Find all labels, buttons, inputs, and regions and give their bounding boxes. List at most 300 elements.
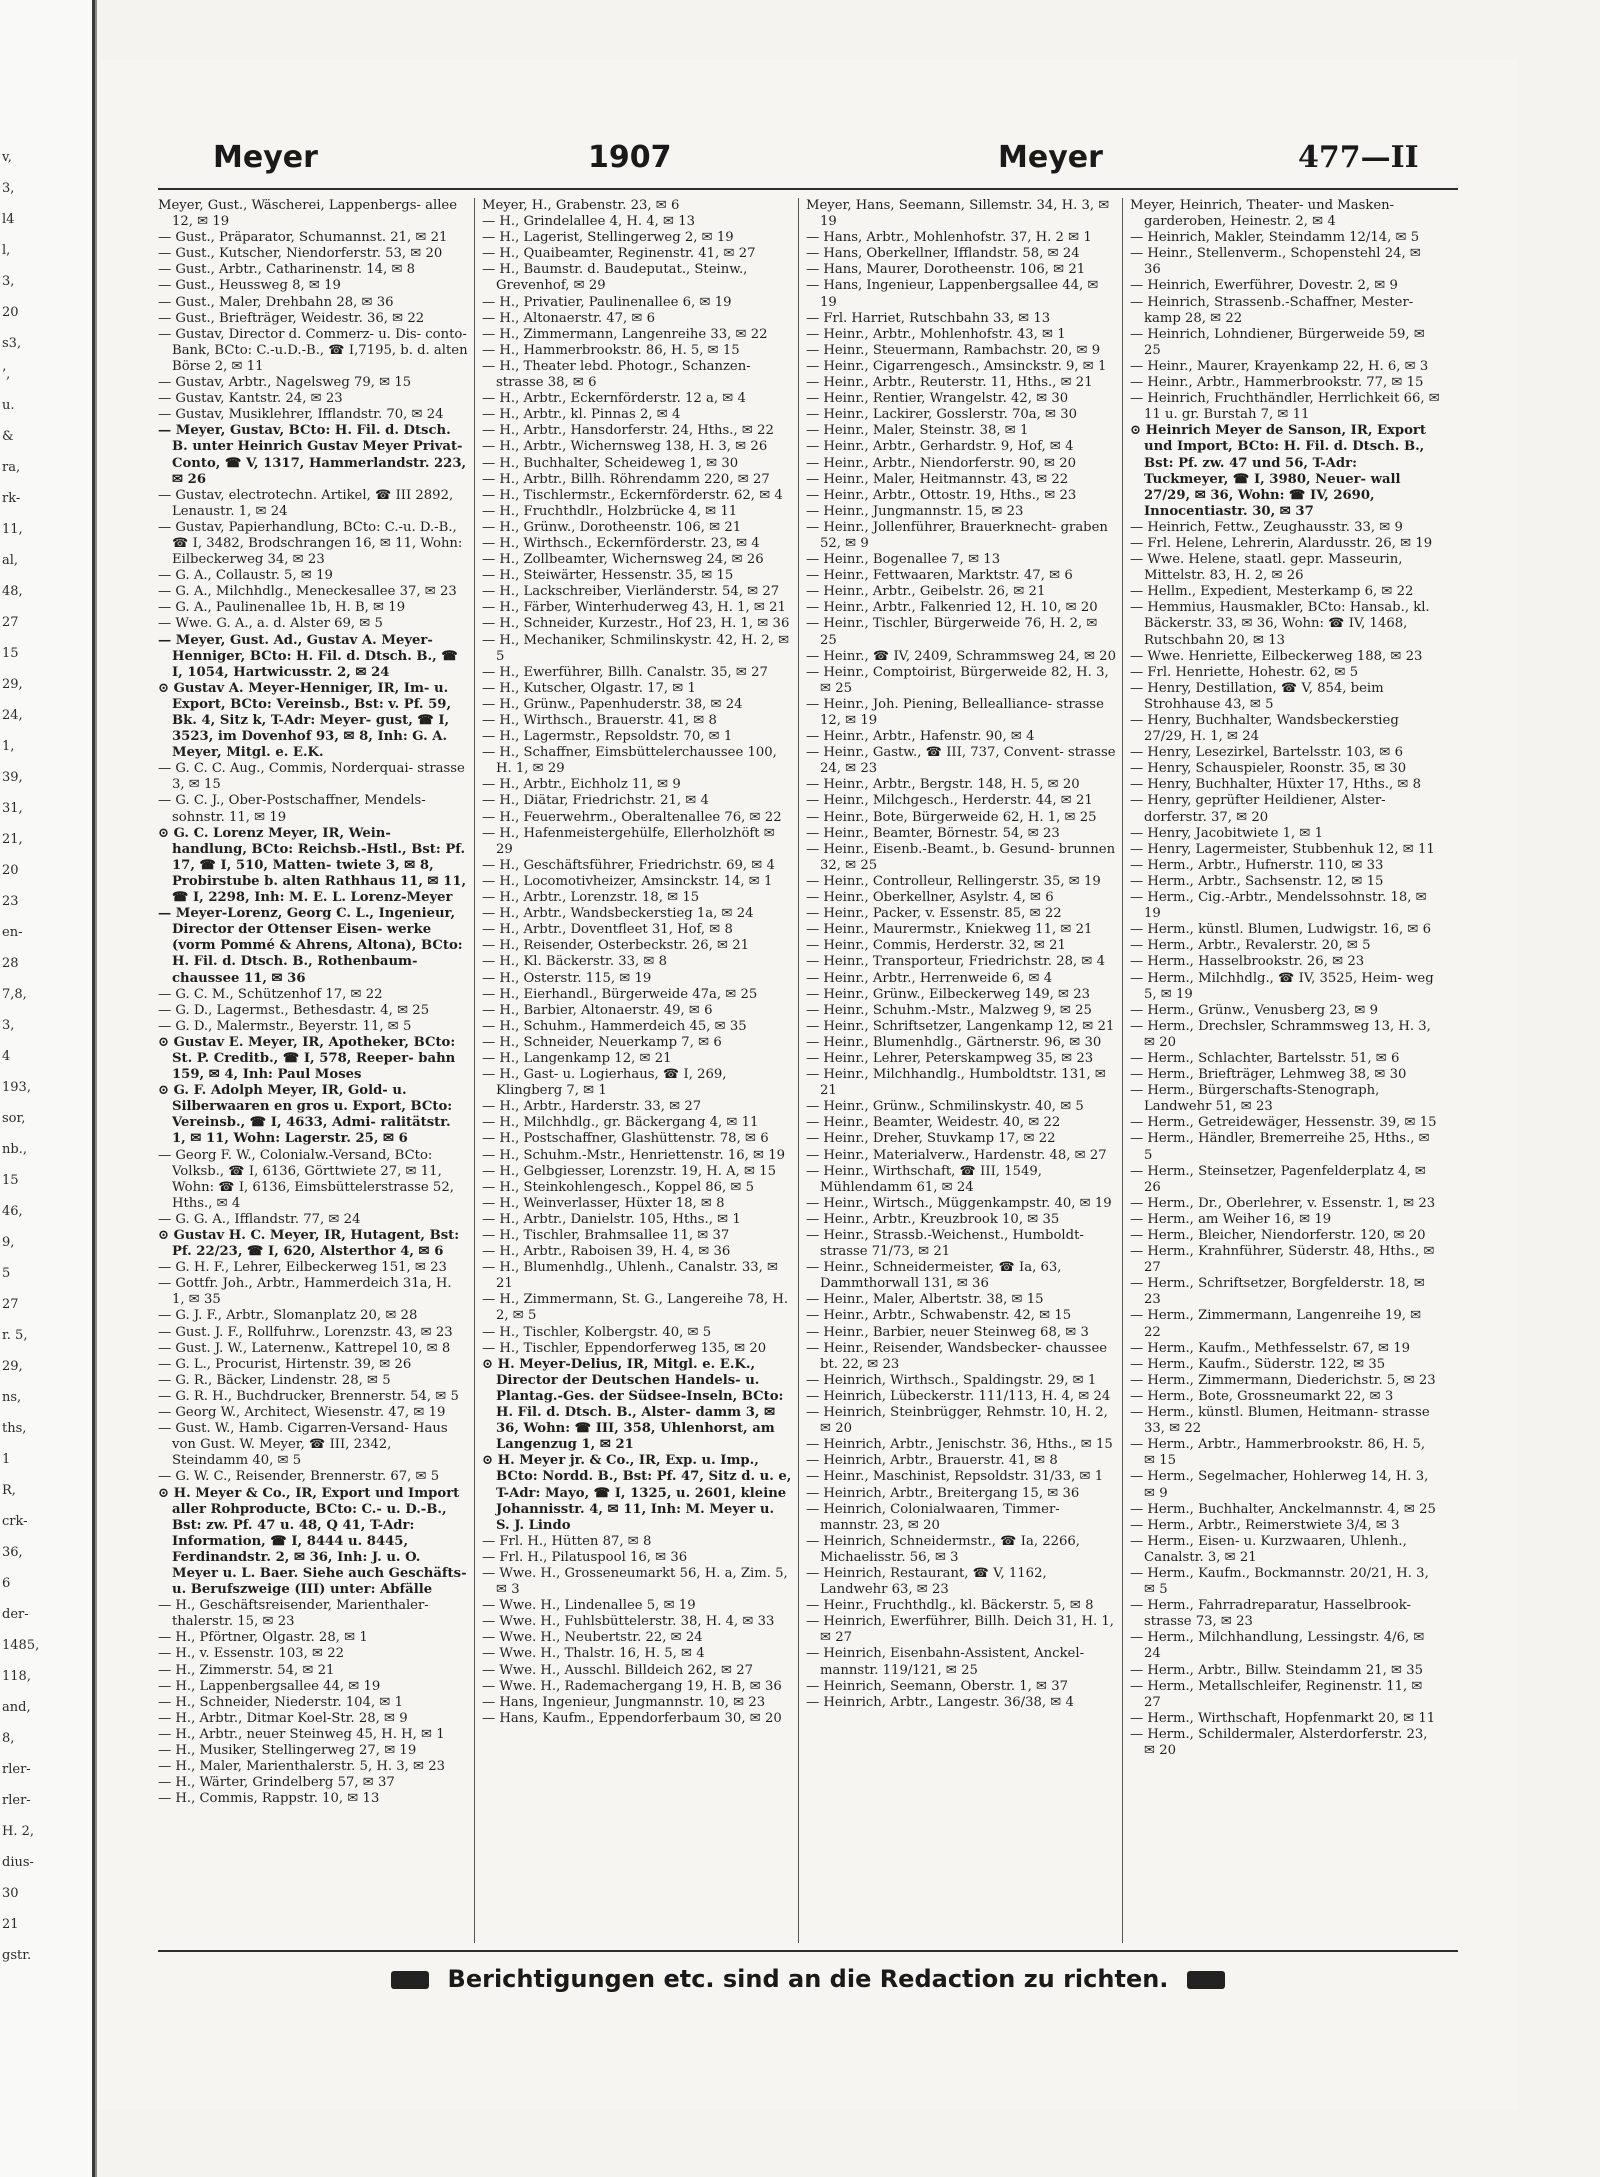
directory-entry: — Heinrich, Steinbrügger, Rehmstr. 10, H. 2, ✉ 20 — [806, 1405, 1108, 1437]
directory-entry: — Heinrich, Arbtr., Langestr. 36/38, ✉ 4 — [806, 1694, 1074, 1710]
directory-entry: — Heinrich, Eisenbahn-Assistent, Anckel- mannstr. 119/121, ✉ 25 — [806, 1646, 1085, 1678]
directory-entry: — Heinrich, Colonialwaaren, Timmer- mannstr. 23, ✉ 20 — [806, 1501, 1060, 1533]
directory-entry: — Gustav, Musiklehrer, Ifflandstr. 70, ✉ 24 — [158, 407, 444, 423]
directory-entry: — Gust., Heussweg 8, ✉ 19 — [158, 278, 341, 294]
directory-entry: — Henry, Destillation, ☎ V, 854, beim Strohhause 43, ✉ 5 — [1130, 680, 1384, 712]
directory-entry: — Heinrich, Fettw., Zeughausstr. 33, ✉ 9 — [1130, 519, 1403, 535]
directory-entry: — Hans, Ingenieur, Jungmannstr. 10, ✉ 23 — [482, 1694, 766, 1710]
directory-entry: — H., Quaibeamter, Reginenstr. 41, ✉ 27 — [482, 246, 756, 262]
facing-page-fragment: 8, — [2, 1731, 15, 1746]
directory-entry: — Heinr., Steuermann, Rambachstr. 20, ✉ 9 — [806, 342, 1101, 358]
directory-entry: — Heinr., Oberkellner, Asylstr. 4, ✉ 6 — [806, 890, 1054, 906]
directory-entry: — Gustav, Papierhandlung, BCto: C.-u. D.-B., ☎ I, 3482, Brodschrangen 16, ✉ 11, Wohn: Eilbeckerweg 34, ✉ 23 — [158, 519, 463, 568]
directory-entry: — Heinr., Arbtr., Schwabenstr. 42, ✉ 15 — [806, 1308, 1072, 1324]
directory-entry: — H., Fruchthdlr., Holzbrücke 4, ✉ 11 — [482, 503, 738, 519]
directory-entry: — Herm., Drechsler, Schrammsweg 13, H. 3, ✉ 20 — [1130, 1018, 1431, 1050]
directory-entry: — Gust. J. W., Laternenw., Kattrepel 10, ✉ 8 — [158, 1340, 451, 1356]
directory-entry: — Hans, Kaufm., Eppendorferbaum 30, ✉ 20 — [482, 1710, 782, 1726]
directory-entry: — Meyer, Gustav, BCto: H. Fil. d. Dtsch. B. unter Heinrich Gustav Meyer Privat-Conto, ☎ V, 1317, Hammerlandstr. 223, ✉ 26 — [158, 423, 467, 487]
directory-entry: — H., Schneider, Niederstr. 104, ✉ 1 — [158, 1694, 403, 1710]
directory-entry: — H., Lackschreiber, Vierländerstr. 54, ✉ 27 — [482, 584, 780, 600]
directory-entry: — Herm., Wirthschaft, Hopfenmarkt 20, ✉ 11 — [1130, 1710, 1436, 1726]
directory-entry: — Herm., Cig.-Arbtr., Mendelssohnstr. 18, ✉ 19 — [1130, 890, 1427, 922]
directory-entry: — Georg W., Architect, Wiesenstr. 47, ✉ 19 — [158, 1405, 446, 1421]
directory-entry: — H., Schaffner, Eimsbüttelerchaussee 100, H. 1, ✉ 29 — [482, 745, 777, 777]
directory-entry: — Wwe. G. A., a. d. Alster 69, ✉ 5 — [158, 616, 383, 632]
directory-entry: — Heinrich, Seemann, Oberstr. 1, ✉ 37 — [806, 1678, 1069, 1694]
directory-entry: — Herm., Milchhdlg., ☎ IV, 3525, Heim- weg 5, ✉ 19 — [1130, 970, 1434, 1002]
directory-entry: — Heinr., Rentier, Wrangelstr. 42, ✉ 30 — [806, 391, 1069, 407]
facing-page-fragment: R, — [2, 1483, 16, 1498]
directory-entry: — G. W. C., Reisender, Brennerstr. 67, ✉ 5 — [158, 1469, 440, 1485]
column-divider — [798, 198, 799, 1943]
directory-entry: — Heinr., Tischler, Bürgerweide 76, H. 2, ✉ 25 — [806, 616, 1098, 648]
directory-entry: — Heinr., Fruchthdlg., kl. Bäckerstr. 5, ✉ 8 — [806, 1598, 1094, 1614]
facing-page-fragment: 20 — [2, 305, 19, 320]
directory-entry: — Heinrich, Arbtr., Jenischstr. 36, Hths., ✉ 15 — [806, 1437, 1113, 1453]
facing-page-fragment: l, — [2, 243, 11, 258]
facing-page-fragment: 3, — [2, 181, 15, 196]
directory-entry: — G. C. C. Aug., Commis, Norderquai- strasse 3, ✉ 15 — [158, 761, 465, 793]
directory-entry: — H., Commis, Rappstr. 10, ✉ 13 — [158, 1791, 380, 1807]
directory-entry: — Wwe. H., Neubertstr. 22, ✉ 24 — [482, 1630, 703, 1646]
directory-entry: — Heinrich, Schneidermstr., ☎ Ia, 2266, Michaelisstr. 56, ✉ 3 — [806, 1533, 1080, 1565]
directory-entry: — Herm., Händler, Bremerreihe 25, Hths., ✉ 5 — [1130, 1131, 1430, 1163]
directory-entry: — Heinr., Bote, Bürgerweide 62, H. 1, ✉ 25 — [806, 809, 1097, 825]
directory-entry: — Herm., Arbtr., Revalerstr. 20, ✉ 5 — [1130, 938, 1371, 954]
directory-entry: — Herm., Hasselbrookstr. 26, ✉ 23 — [1130, 954, 1365, 970]
directory-entry: — G. R. H., Buchdrucker, Brennerstr. 54, ✉ 5 — [158, 1388, 459, 1404]
directory-entry: — H., Mechaniker, Schmilinskystr. 42, H. 2, ✉ 5 — [482, 632, 790, 664]
directory-entry: — Heinr., Barbier, neuer Steinweg 68, ✉ 3 — [806, 1324, 1089, 1340]
directory-entry: — Georg F. W., Colonialw.-Versand, BCto: Volksb., ☎ I, 6136, Görttwiete 27, ✉ 11, Wohn: ☎ I, 6136, Eimsbüttelerstrasse 52, Hths., ✉ 4 — [158, 1147, 454, 1211]
directory-entry: — Heinr., Arbtr., Kreuzbrook 10, ✉ 35 — [806, 1211, 1060, 1227]
facing-page-fragment: rler- — [2, 1793, 31, 1808]
directory-entry: — Gustav, Arbtr., Nagelsweg 79, ✉ 15 — [158, 375, 412, 391]
directory-entry: — Heinr., Arbtr., Mohlenhofstr. 43, ✉ 1 — [806, 326, 1066, 342]
facing-page-fragment: H. 2, — [2, 1824, 35, 1839]
directory-entry: — H., Schneider, Neuerkamp 7, ✉ 6 — [482, 1034, 722, 1050]
directory-entry: — G. D., Lagermst., Bethesdastr. 4, ✉ 25 — [158, 1002, 430, 1018]
directory-entry: — H., Privatier, Paulinenallee 6, ✉ 19 — [482, 294, 732, 310]
facing-page-fragment: 27 — [2, 615, 19, 630]
directory-entry: — Heinr., Milchgesch., Herderstr. 44, ✉ 21 — [806, 793, 1093, 809]
directory-entry: — Heinr., Commis, Herderstr. 32, ✉ 21 — [806, 938, 1066, 954]
facing-page-fragment: 39, — [2, 770, 23, 785]
directory-entry: — H., Baumstr. d. Baudeputat., Steinw., Grevenhof, ✉ 29 — [482, 262, 748, 294]
directory-entry: — Heinr., Eisenb.-Beamt., b. Gesund- brunnen 32, ✉ 25 — [806, 841, 1116, 873]
directory-entry: — H., Arbtr., Raboisen 39, H. 4, ✉ 36 — [482, 1244, 731, 1260]
directory-entry: — Hans, Ingenieur, Lappenbergsallee 44, ✉ 19 — [806, 278, 1099, 310]
directory-entry: — Heinr., Strassb.-Weichenst., Humboldt- strasse 71/73, ✉ 21 — [806, 1228, 1084, 1260]
directory-entry: — Herm., künstl. Blumen, Ludwigstr. 16, ✉ 6 — [1130, 922, 1432, 938]
directory-entry: — Gust., Arbtr., Catharinenstr. 14, ✉ 8 — [158, 262, 416, 278]
directory-entry: — Gust., Kutscher, Niendorferstr. 53, ✉ 20 — [158, 246, 443, 262]
directory-entry: — Heinr., Gastw., ☎ III, 737, Convent- strasse 24, ✉ 23 — [806, 745, 1116, 777]
directory-entry: — H., Tischler, Eppendorferweg 135, ✉ 20 — [482, 1340, 767, 1356]
facing-page-fragment: ths, — [2, 1421, 27, 1436]
directory-entry: — Heinrich, Ewerführer, Billh. Deich 31, H. 1, ✉ 27 — [806, 1614, 1114, 1646]
pointing-hand-icon — [1187, 1971, 1225, 1989]
directory-entry: — H., Tischlermstr., Eckernförderstr. 62, ✉ 4 — [482, 487, 783, 503]
directory-page — [98, 60, 1518, 2110]
directory-entry: — Heinrich, Arbtr., Brauerstr. 41, ✉ 8 — [806, 1453, 1058, 1469]
directory-entry: — G. C. M., Schützenhof 17, ✉ 22 — [158, 986, 383, 1002]
directory-entry: — H., Maler, Marienthalerstr. 5, H. 3, ✉ 23 — [158, 1759, 446, 1775]
directory-entry: — H., Zimmerstr. 54, ✉ 21 — [158, 1662, 335, 1678]
directory-entry: — Heinr., Arbtr., Hammerbrookstr. 77, ✉ 15 — [1130, 375, 1424, 391]
directory-entry: — Meyer-Lorenz, Georg C. L., Ingenieur, Director der Ottenser Eisen- werke (vorm Pommé & Ahrens, Altona), BCto: H. Fil. d. Dtsch. B., Rothenbaum- chaussee 11, ✉ 36 — [158, 906, 463, 986]
facing-page-fragment: ra, — [2, 460, 21, 475]
directory-entry: — Heinr., Packer, v. Essenstr. 85, ✉ 22 — [806, 906, 1062, 922]
facing-page-fragment: r. 5, — [2, 1328, 28, 1343]
facing-page-fragment: crk- — [2, 1514, 28, 1529]
column-divider — [1122, 198, 1123, 1943]
directory-entry: — Heinr., Arbtr., Geibelstr. 26, ✉ 21 — [806, 584, 1046, 600]
directory-entry: — Herm., Schildermaler, Alsterdorferstr. 23, ✉ 20 — [1130, 1726, 1428, 1758]
directory-entry: — Henry, Lesezirkel, Bartelsstr. 103, ✉ 6 — [1130, 745, 1404, 761]
directory-entry: — Gust. J. F., Rollfuhrw., Lorenzstr. 43, ✉ 23 — [158, 1324, 453, 1340]
directory-entry: — H., Diätar, Friedrichstr. 21, ✉ 4 — [482, 793, 709, 809]
entry-columns — [158, 198, 1458, 1943]
directory-entry: — H., Arbtr., Lorenzstr. 18, ✉ 15 — [482, 890, 700, 906]
directory-entry: — H., Steinkohlengesch., Koppel 86, ✉ 5 — [482, 1179, 755, 1195]
directory-entry: — Herm., Arbtr., Reimerstwiete 3/4, ✉ 3 — [1130, 1517, 1400, 1533]
directory-entry: — Gustav, Kantstr. 24, ✉ 23 — [158, 391, 343, 407]
page-footer — [158, 1965, 1458, 1993]
directory-entry: ⊙ H. Meyer-Delius, IR, Mitgl. e. E.K., Director der Deutschen Handels- u. Plantag.-Ges. der Südsee-Inseln, BCto: H. Fil. d. Dtsch. B., Alster- damm 3, ✉ 36, Wohn: ☎ III, 358, Uhlenhorst, am Langenzug 1, ✉ 21 — [482, 1356, 784, 1453]
facing-page-fragment: s3, — [2, 336, 22, 351]
column-4 — [1130, 198, 1440, 1943]
header-year: 1907 — [588, 140, 672, 175]
directory-entry: — Hans, Oberkellner, Ifflandstr. 58, ✉ 24 — [806, 246, 1080, 262]
directory-entry: — Herm., Bürgerschafts-Stenograph, Landwehr 51, ✉ 23 — [1130, 1083, 1380, 1115]
directory-entry: — Heinr., Joh. Piening, Belleallianсe- strasse 12, ✉ 19 — [806, 696, 1104, 728]
directory-entry: — Herm., Krahnführer, Süderstr. 48, Hths., ✉ 27 — [1130, 1244, 1435, 1276]
directory-entry: ⊙ Gustav A. Meyer-Henniger, IR, Im- u. Export, BCto: Vereinsb., Bst: v. Pf. 59, Bk. 4, Sitz k, T-Adr: Meyer- gust, ☎ I, 3523, im Dovenhof 93, ✉ 8, Inh: G. A. Meyer, Mitgl. e. E.K. — [158, 680, 452, 761]
directory-entry: — H., Arbtr., Hansdorferstr. 24, Hths., ✉ 22 — [482, 423, 774, 439]
facing-page-fragment: 36, — [2, 1545, 23, 1560]
directory-entry: — H., Geschäftsreisender, Marienthaler- thalerstr. 15, ✉ 23 — [158, 1598, 429, 1630]
directory-entry: — Herm., Bote, Grossneumarkt 22, ✉ 3 — [1130, 1388, 1394, 1404]
directory-entry: — Henry, Buchhalter, Hüxter 17, Hths., ✉ 8 — [1130, 777, 1422, 793]
directory-entry: — Heinr., Maschinist, Repsoldstr. 31/33, ✉ 1 — [806, 1469, 1104, 1485]
facing-page-fragment: 29, — [2, 677, 23, 692]
facing-page-fragment: 9, — [2, 1235, 15, 1250]
directory-entry: — Wwe. H., Grosseneumarkt 56, H. a, Zim. 5, ✉ 3 — [482, 1565, 788, 1598]
facing-page-fragment: 30 — [2, 1886, 19, 1901]
facing-page-fragment: 28 — [2, 956, 19, 971]
footer-notice: Berichtigungen etc. sind an die Redaction zu richten. — [447, 1965, 1169, 1993]
directory-entry: — Heinr., Maler, Heitmannstr. 43, ✉ 22 — [806, 471, 1069, 487]
directory-entry: — H., Schuhm., Hammerdeich 45, ✉ 35 — [482, 1018, 747, 1034]
directory-entry: — H., Arbtr., Billh. Röhrendamm 220, ✉ 27 — [482, 471, 770, 487]
directory-entry: — Heinr., Maurer, Krayenkamp 22, H. 6, ✉ 3 — [1130, 358, 1429, 374]
directory-entry: — H., Arbtr., Danielstr. 105, Hths., ✉ 1 — [482, 1211, 741, 1227]
directory-entry: — Heinrich, Ewerführer, Dovestr. 2, ✉ 9 — [1130, 278, 1398, 294]
directory-entry: — H., Arbtr., Doventfleet 31, Hof, ✉ 8 — [482, 922, 733, 938]
directory-entry: — H., Locomotivheizer, Amsinckstr. 14, ✉ 1 — [482, 873, 773, 889]
directory-entry: — Herm., Fahrradreparatur, Hasselbrook- strasse 73, ✉ 23 — [1130, 1598, 1411, 1630]
facing-page-fragment: dius- — [2, 1855, 34, 1870]
facing-page-fragment: 193, — [2, 1080, 31, 1095]
directory-entry: — Hans, Arbtr., Mohlenhofstr. 37, H. 2 ✉ 1 — [806, 230, 1092, 246]
directory-entry: — H., Wirthsch., Brauerstr. 41, ✉ 8 — [482, 713, 717, 728]
directory-entry: — Heinrich, Arbtr., Breitergang 15, ✉ 36 — [806, 1485, 1080, 1501]
directory-entry: — Herm., Kaufm., Bockmannstr. 20/21, H. 3, ✉ 5 — [1130, 1565, 1429, 1598]
directory-entry: — Herm., Dr., Oberlehrer, v. Essenstr. 1, ✉ 23 — [1130, 1195, 1436, 1211]
directory-entry: — Frl. H., Pilatuspool 16, ✉ 36 — [482, 1549, 688, 1565]
directory-entry: — G. H. F., Lehrer, Eilbeckerweg 151, ✉ 23 — [158, 1260, 447, 1276]
directory-entry: Meyer, Heinrich, Theater- und Masken- garderoben, Heinestr. 2, ✉ 4 — [1130, 198, 1395, 230]
directory-entry: — G. L., Procurist, Hirtenstr. 39, ✉ 26 — [158, 1356, 412, 1372]
directory-entry: — Heinr., Jungmannstr. 15, ✉ 23 — [806, 503, 1024, 519]
directory-entry: — Wwe. Helene, staatl. gepr. Masseurin, Mittelstr. 83, H. 2, ✉ 26 — [1130, 552, 1403, 584]
directory-entry: — Heinrich, Restaurant, ☎ V, 1162, Landwehr 63, ✉ 23 — [806, 1565, 1047, 1598]
directory-entry: — H., Arbtr., neuer Steinweg 45, H. H, ✉ 1 — [158, 1726, 445, 1742]
directory-entry: — Heinr., Dreher, Stuvkamp 17, ✉ 22 — [806, 1131, 1056, 1147]
directory-entry: — Heinrich, Fruchthändler, Herrlichkeit 66, ✉ 11 u. gr. Burstah 7, ✉ 11 — [1130, 391, 1440, 423]
directory-entry: — Heinr., Arbtr., Herrenweide 6, ✉ 4 — [806, 970, 1053, 986]
directory-entry: — Heinr., Cigarrengesch., Amsinckstr. 9, ✉ 1 — [806, 358, 1107, 374]
facing-page-fragment: & — [2, 429, 14, 444]
directory-entry: — H., Wärter, Grindelberg 57, ✉ 37 — [158, 1775, 395, 1791]
directory-entry: — Heinr., Beamter, Börnestr. 54, ✉ 23 — [806, 825, 1060, 841]
directory-entry: — G. D., Malermstr., Beyerstr. 11, ✉ 5 — [158, 1018, 412, 1034]
directory-entry: — Heinr., Milchhandlg., Humboldtstr. 131, ✉ 21 — [806, 1067, 1106, 1099]
directory-entry: — Herm., Zimmermann, Diederichstr. 5, ✉ 23 — [1130, 1372, 1436, 1388]
facing-page-fragment: 1, — [2, 739, 15, 754]
directory-entry: — Heinr., Controlleur, Rellingerstr. 35, ✉ 19 — [806, 873, 1101, 889]
directory-entry: — H., Schuhm.-Mstr., Henriettenstr. 16, ✉ 19 — [482, 1147, 786, 1163]
facing-page-fragment: v, — [2, 150, 12, 165]
directory-entry: ⊙ G. F. Adolph Meyer, IR, Gold- u. Silberwaaren en gros u. Export, BCto: Vereinsb., ☎ I, 4633, Admi- ralitätstr. 1, ✉ 11, Wohn: Lagerstr. 25, ✉ 6 — [158, 1083, 453, 1147]
directory-entry: ⊙ Heinrich Meyer de Sanson, IR, Export und Import, BCto: H. Fil. d. Dtsch. B., Bst: Pf. zw. 47 und 56, T-Adr: Tuckmeyer, ☎ I, 3980, Neuer- wall 27/29, ✉ 36, Wohn: ☎ IV, 2690, Innocentiastr. 30, ✉ 37 — [1130, 423, 1426, 519]
directory-entry: — Heinr., Maurermstr., Kniekweg 11, ✉ 21 — [806, 922, 1093, 938]
facing-page-fragment: 3, — [2, 274, 15, 289]
directory-entry: Meyer, H., Grabenstr. 23, ✉ 6 — [482, 198, 680, 213]
directory-entry: — Wwe. H., Thalstr. 16, H. 5, ✉ 4 — [482, 1646, 705, 1662]
directory-entry: — Herm., Segelmacher, Hohlerweg 14, H. 3, ✉ 9 — [1130, 1469, 1429, 1501]
directory-entry: — H., Hafenmeistergehülfe, Ellerholzhöft ✉ 29 — [482, 825, 775, 857]
facing-page-fragment: 46, — [2, 1204, 23, 1219]
directory-entry: — H., Grünw., Papenhuderstr. 38, ✉ 24 — [482, 696, 743, 712]
directory-entry: — Heinr., Arbtr., Hafenstr. 90, ✉ 4 — [806, 729, 1035, 745]
facing-page-fragment: 6 — [2, 1576, 11, 1591]
directory-entry: — Gustav, electrotechn. Artikel, ☎ III 2892, Lenaustr. 1, ✉ 24 — [158, 487, 454, 519]
directory-entry: — Heinr., Jollenführer, Brauerknecht- graben 52, ✉ 9 — [806, 519, 1108, 551]
directory-entry: — H., Altonaerstr. 47, ✉ 6 — [482, 310, 656, 326]
column-1 — [158, 198, 468, 1943]
directory-entry: — Heinrich, Makler, Steindamm 12/14, ✉ 5 — [1130, 230, 1420, 246]
directory-entry: — H., Wirthsch., Eckernförderstr. 23, ✉ 4 — [482, 535, 760, 551]
header-surname-right: Meyer — [998, 140, 1103, 175]
directory-entry: — Hellm., Expedient, Mesterkamp 6, ✉ 22 — [1130, 584, 1414, 600]
directory-entry: — H., Theater lebd. Photogr., Schanzen- strasse 38, ✉ 6 — [482, 358, 751, 391]
directory-entry: — Heinr., Reisender, Wandsbecker- chaussee bt. 22, ✉ 23 — [806, 1340, 1108, 1372]
directory-entry: — H., Lagermstr., Repsoldstr. 70, ✉ 1 — [482, 729, 733, 745]
directory-entry: — Herm., Grünw., Venusberg 23, ✉ 9 — [1130, 1002, 1379, 1018]
directory-entry: — Heinr., Comptoirist, Bürgerweide 82, H. 3, ✉ 25 — [806, 664, 1109, 696]
directory-entry: — H., Steiwärter, Hessenstr. 35, ✉ 15 — [482, 568, 734, 584]
directory-entry: — Herm., Briefträger, Lehmweg 38, ✉ 30 — [1130, 1067, 1407, 1083]
column-2 — [482, 198, 792, 1943]
directory-entry: — Henry, geprüfter Heildiener, Alster- dorferstr. 37, ✉ 20 — [1130, 793, 1386, 825]
directory-entry: — H., Tischler, Brahmsallee 11, ✉ 37 — [482, 1228, 730, 1243]
directory-entry: — Herm., Buchhalter, Anckelmannstr. 4, ✉ 25 — [1130, 1501, 1436, 1517]
directory-entry: — H., Reisender, Osterbeckstr. 26, ✉ 21 — [482, 938, 750, 954]
directory-entry: — Heinr., Arbtr., Reuterstr. 11, Hths., ✉ 21 — [806, 375, 1093, 391]
directory-entry: — H., Schneider, Kurzestr., Hof 23, H. 1, ✉ 36 — [482, 616, 790, 632]
directory-entry: — H., Färber, Winterhuderweg 43, H. 1, ✉ 21 — [482, 600, 786, 616]
facing-page-fragment: 7,8, — [2, 987, 27, 1002]
directory-entry: — Heinr., Arbtr., Ottostr. 19, Hths., ✉ 23 — [806, 487, 1077, 503]
directory-entry: — H., Buchhalter, Scheideweg 1, ✉ 30 — [482, 455, 739, 471]
directory-entry: — Henry, Schauspieler, Roonstr. 35, ✉ 30 — [1130, 761, 1407, 777]
directory-entry: — Gust., Präparator, Schumannst. 21, ✉ 21 — [158, 230, 448, 246]
directory-entry: — Heinr., Schriftsetzer, Langenkamp 12, ✉ 21 — [806, 1018, 1115, 1034]
directory-entry: — Wwe. H., Fuhlsbüttelerstr. 38, H. 4, ✉ 33 — [482, 1614, 775, 1630]
directory-entry: — Heinr., Maler, Steinstr. 38, ✉ 1 — [806, 423, 1029, 439]
facing-page-fragment: 21, — [2, 832, 23, 847]
facing-page-fragment: 20 — [2, 863, 19, 878]
directory-entry: — Heinr., Schuhm.-Mstr., Malzweg 9, ✉ 25 — [806, 1002, 1092, 1018]
facing-page-fragment: 118, — [2, 1669, 31, 1684]
facing-page-fragment: 15 — [2, 646, 19, 661]
directory-entry: Meyer, Gust., Wäscherei, Lappenbergs- allee 12, ✉ 19 — [158, 198, 458, 230]
directory-entry: — H., Blumenhdlg., Uhlenh., Canalstr. 33, ✉ 21 — [482, 1260, 779, 1292]
directory-entry: — H., Arbtr., Wichernsweg 138, H. 3, ✉ 26 — [482, 439, 768, 455]
page-header — [158, 140, 1488, 190]
facing-page-fragment: sor, — [2, 1111, 26, 1126]
directory-entry: — Henry, Buchhalter, Wandsbeckerstieg 27/29, H. 1, ✉ 24 — [1130, 713, 1399, 745]
directory-entry: — H., Pförtner, Olgastr. 28, ✉ 1 — [158, 1630, 368, 1646]
directory-entry: — Heinr., Arbtr., Falkenried 12, H. 10, ✉ 20 — [806, 600, 1098, 616]
facing-page-fragment: 27 — [2, 1297, 19, 1312]
directory-entry: — G. J. F., Arbtr., Slomanplatz 20, ✉ 28 — [158, 1308, 418, 1324]
header-rule — [158, 188, 1458, 190]
directory-entry: — Herm., Kaufm., Methfesselstr. 67, ✉ 19 — [1130, 1340, 1411, 1356]
directory-entry: — Herm., Milchhandlung, Lessingstr. 4/6, ✉ 24 — [1130, 1630, 1425, 1662]
directory-entry: — H., Geschäftsführer, Friedrichstr. 69, ✉ 4 — [482, 857, 775, 873]
directory-entry: ⊙ G. C. Lorenz Meyer, IR, Wein- handlung, BCto: Reichsb.-Hstl., Bst: Pf. 17, ☎ I, 510, Matten- twiete 3, ✉ 8, Probirstube b. alten Rathhaus 11, ✉ 11, ☎ I, 2298, Inh: M. E. L. Lorenz-Meyer — [158, 825, 467, 906]
directory-entry: — G. A., Milchhdlg., Meneckesallee 37, ✉ 23 — [158, 584, 457, 600]
directory-entry: — H., Kutscher, Olgastr. 17, ✉ 1 — [482, 680, 696, 696]
directory-entry: — G. C. J., Ober-Postschaffner, Mendels- sohnstr. 11, ✉ 19 — [158, 793, 426, 825]
directory-entry: — Gust. W., Hamb. Cigarren-Versand- Haus von Gust. W. Meyer, ☎ III, 2342, Steindamm 40, ✉ 5 — [158, 1421, 448, 1469]
directory-entry: — H., Gast- u. Logierhaus, ☎ I, 269, Klingberg 7, ✉ 1 — [482, 1067, 727, 1099]
directory-entry: — Heinr., Blumenhdlg., Gärtnerstr. 96, ✉ 30 — [806, 1034, 1102, 1050]
directory-entry: — Heinr., Beamter, Weidestr. 40, ✉ 22 — [806, 1115, 1061, 1131]
directory-entry: — G. R., Bäcker, Lindenstr. 28, ✉ 5 — [158, 1372, 391, 1388]
directory-entry: — H., Ewerführer, Billh. Canalstr. 35, ✉ 27 — [482, 664, 768, 680]
directory-entry: — Wwe. H., Ausschl. Billdeich 262, ✉ 27 — [482, 1662, 753, 1678]
directory-entry: — H., v. Essenstr. 103, ✉ 22 — [158, 1646, 345, 1662]
facing-page-fragment: 29, — [2, 1359, 23, 1374]
directory-entry: — H., Arbtr., Wandsbeckerstieg 1a, ✉ 24 — [482, 906, 754, 922]
facing-page-fragment: 23 — [2, 894, 19, 909]
directory-entry: — Herm., Bleicher, Niendorferstr. 120, ✉ 20 — [1130, 1228, 1426, 1243]
directory-entry: — H., Feuerwehrm., Oberaltenallee 76, ✉ 22 — [482, 809, 782, 825]
directory-entry: — Frl. Helene, Lehrerin, Alardusstr. 26, ✉ 19 — [1130, 535, 1433, 551]
directory-entry: — H., Eierhandl., Bürgerweide 47a, ✉ 25 — [482, 986, 758, 1002]
facing-page-fragment: en- — [2, 925, 23, 940]
directory-entry: — H., Gelbgiesser, Lorenzstr. 19, H. A, ✉ 15 — [482, 1163, 777, 1179]
facing-page-fragment: 3, — [2, 1018, 15, 1033]
directory-entry: — Wwe. Henriette, Eilbeckerweg 188, ✉ 23 — [1130, 648, 1423, 664]
header-page-number: 477—II — [1298, 140, 1419, 175]
directory-entry: — Heinr., Transporteur, Friedrichstr. 28, ✉ 4 — [806, 954, 1105, 970]
directory-entry: — Heinr., Arbtr., Gerhardstr. 9, Hof, ✉ 4 — [806, 439, 1074, 455]
directory-entry: — G. G. A., Ifflandstr. 77, ✉ 24 — [158, 1211, 361, 1227]
directory-entry: — H., Arbtr., Ditmar Koel-Str. 28, ✉ 9 — [158, 1710, 408, 1726]
column-divider — [474, 198, 475, 1943]
directory-entry: — G. A., Collaustr. 5, ✉ 19 — [158, 568, 333, 584]
directory-entry: — H., Postschaffner, Glashüttenstr. 78, ✉ 6 — [482, 1131, 769, 1147]
facing-page-fragment: ’, — [2, 367, 11, 382]
directory-entry: — Heinr., Bogenallee 7, ✉ 13 — [806, 552, 1001, 568]
directory-entry: — Frl. Henriette, Hohestr. 62, ✉ 5 — [1130, 664, 1359, 680]
directory-entry: — Heinr., Grünw., Eilbeckerweg 149, ✉ 23 — [806, 986, 1091, 1002]
directory-entry: — H., Arbtr., kl. Pinnas 2, ✉ 4 — [482, 407, 681, 423]
directory-entry: — Gust., Briefträger, Weidestr. 36, ✉ 22 — [158, 310, 425, 326]
directory-entry: — Heinr., Lehrer, Peterskampweg 35, ✉ 23 — [806, 1050, 1094, 1066]
directory-entry: — Herm., Arbtr., Billw. Steindamm 21, ✉ 35 — [1130, 1662, 1424, 1678]
footer-rule — [158, 1950, 1458, 1952]
facing-page-fragment: 21 — [2, 1917, 19, 1932]
directory-entry: — Frl. Harriet, Rutschbahn 33, ✉ 13 — [806, 310, 1051, 326]
directory-entry: — Herm., Zimmermann, Langenreihe 19, ✉ 22 — [1130, 1308, 1422, 1340]
directory-entry: — H., Hammerbrookstr. 86, H. 5, ✉ 15 — [482, 342, 740, 358]
facing-page-fragment: 24, — [2, 708, 23, 723]
directory-entry: — H., Arbtr., Eichholz 11, ✉ 9 — [482, 777, 681, 793]
directory-entry: — Herm., am Weiher 16, ✉ 19 — [1130, 1211, 1332, 1227]
directory-entry: — Heinr., Materialverw., Hardenstr. 48, ✉ 27 — [806, 1147, 1107, 1163]
directory-entry: — Heinr., Lackirer, Gosslerstr. 70a, ✉ 30 — [806, 407, 1078, 423]
directory-entry: — Wwe. H., Lindenallee 5, ✉ 19 — [482, 1598, 696, 1614]
column-3 — [806, 198, 1116, 1943]
directory-entry: — H., Weinverlasser, Hüxter 18, ✉ 8 — [482, 1195, 725, 1211]
directory-entry: — H., Zimmermann, St. G., Langereihe 78, H. 2, ✉ 5 — [482, 1292, 789, 1324]
facing-page-fragment: al, — [2, 553, 19, 568]
directory-entry: — Frl. H., Hütten 87, ✉ 8 — [482, 1533, 652, 1549]
directory-entry: — Gottfr. Joh., Arbtr., Hammerdeich 31a, H. 1, ✉ 35 — [158, 1276, 452, 1308]
directory-entry: — Herm., künstl. Blumen, Heitmann- strasse 33, ✉ 22 — [1130, 1405, 1430, 1437]
facing-page-fragment: rk- — [2, 491, 21, 506]
directory-entry: — Heinr., Schneidermeister, ☎ Ia, 63, Dammthorwall 131, ✉ 36 — [806, 1260, 1062, 1292]
directory-entry: — Herm., Arbtr., Hammerbrookstr. 86, H. 5, ✉ 15 — [1130, 1437, 1426, 1469]
directory-entry: — Herm., Schriftsetzer, Borgfelderstr. 18, ✉ 23 — [1130, 1276, 1425, 1308]
directory-entry: — H., Arbtr., Harderstr. 33, ✉ 27 — [482, 1099, 702, 1115]
facing-page-fragment: 5 — [2, 1266, 11, 1281]
directory-entry: — Wwe. H., Rademachergang 19, H. B, ✉ 36 — [482, 1678, 782, 1694]
facing-page-fragment: 1485, — [2, 1638, 40, 1653]
facing-page-fragment: rler- — [2, 1762, 31, 1777]
facing-page-fragment: 4 — [2, 1049, 11, 1064]
directory-entry: — Heinr., Fettwaaren, Marktstr. 47, ✉ 6 — [806, 568, 1073, 584]
directory-entry: — H., Milchhdlg., gr. Bäckergang 4, ✉ 11 — [482, 1115, 759, 1131]
facing-page-fragment: 11, — [2, 522, 23, 537]
directory-entry: — Herm., Steinsetzer, Pagenfelderplatz 4, ✉ 26 — [1130, 1163, 1426, 1195]
directory-entry: — Herm., Arbtr., Hufnerstr. 110, ✉ 33 — [1130, 857, 1384, 873]
directory-entry: — H., Lagerist, Stellingerweg 2, ✉ 19 — [482, 230, 734, 246]
directory-entry: — H., Musiker, Stellingerweg 27, ✉ 19 — [158, 1743, 417, 1758]
directory-entry: — Heinrich, Lohndiener, Bürgerweide 59, ✉ 25 — [1130, 326, 1425, 358]
facing-page-fragment: 15 — [2, 1173, 19, 1188]
directory-entry: — H., Osterstr. 115, ✉ 19 — [482, 970, 652, 986]
facing-page-fragment: u. — [2, 398, 15, 413]
directory-entry: — H., Zollbeamter, Wichernsweg 24, ✉ 26 — [482, 552, 764, 568]
